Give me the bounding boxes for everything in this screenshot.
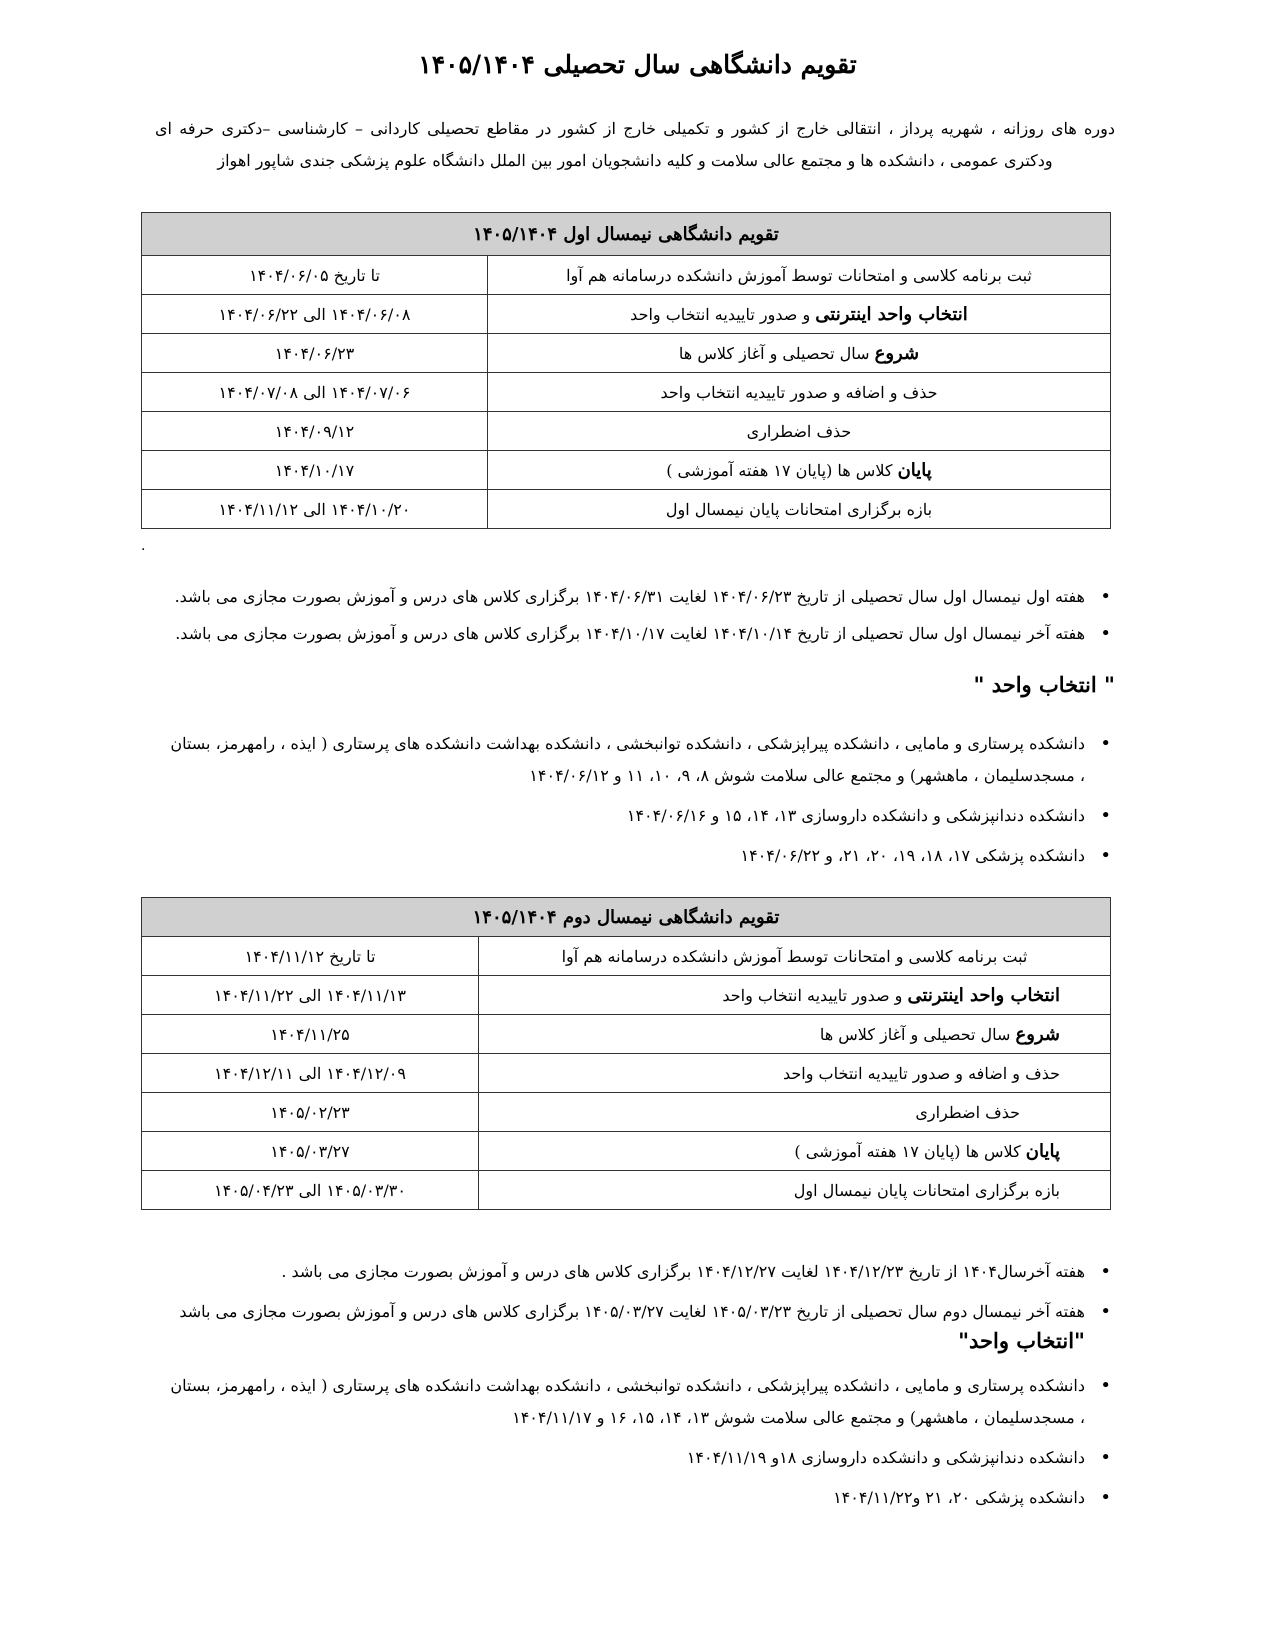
date-cell: ۱۴۰۴/۰۷/۰۶ الی ۱۴۰۴/۰۷/۰۸ bbox=[142, 373, 488, 412]
table-row bbox=[142, 1171, 1111, 1210]
semester2-table-header: تقویم دانشگاهی نیمسال دوم ۱۴۰۵/۱۴۰۴ bbox=[142, 898, 1111, 937]
list-item: • دانشکده پرستاری و مامایی ، دانشکده پیراپزشکی ، دانشکده توانبخشی ، دانشکده بهداشت دانشکده های پرستاری ( ایذه ، رامهرمز، بستان ، مسجدسلیمان ، ماهشهر) و مجتمع عالی سلامت شوش ۸، ۹، ۱۰، ۱۱ و ۱۴۰۴/۰۶/۱۲ bbox=[165, 728, 1115, 792]
activity-cell: حذف اضطراری bbox=[479, 1093, 1111, 1132]
date-cell: ۱۴۰۵/۰۲/۲۳ bbox=[142, 1093, 479, 1132]
activity-cell: پایان کلاس ها (پایان ۱۷ هفته آموزشی ) bbox=[488, 451, 1111, 490]
activity-cell: بازه برگزاری امتحانات پایان نیمسال اول bbox=[488, 490, 1111, 529]
list-item: • دانشکده دندانپزشکی و دانشکده داروسازی ۱۸و ۱۴۰۴/۱۱/۱۹ bbox=[165, 1442, 1115, 1474]
table-row bbox=[142, 295, 1111, 334]
activity-cell: حذف اضطراری bbox=[488, 412, 1111, 451]
activity-cell: ثبت برنامه کلاسی و امتحانات توسط آموزش دانشکده درسامانه هم آوا bbox=[488, 256, 1111, 295]
semester1-college-schedule bbox=[165, 728, 1115, 880]
date-cell: ۱۴۰۵/۰۳/۳۰ الی ۱۴۰۵/۰۴/۲۳ bbox=[142, 1171, 479, 1210]
date-cell: تا تاریخ ۱۴۰۴/۰۶/۰۵ bbox=[142, 256, 488, 295]
semester2-notes bbox=[135, 1252, 1115, 1332]
list-item: • دانشکده پزشکی ۱۷، ۱۸، ۱۹، ۲۰، ۲۱، و ۱۴۰۴/۰۶/۲۲ bbox=[165, 840, 1115, 872]
table-row bbox=[142, 976, 1111, 1015]
date-cell: ۱۴۰۴/۱۱/۱۳ الی ۱۴۰۴/۱۱/۲۲ bbox=[142, 976, 479, 1015]
table-row bbox=[142, 490, 1111, 529]
date-cell: ۱۴۰۴/۰۶/۰۸ الی ۱۴۰۴/۰۶/۲۲ bbox=[142, 295, 488, 334]
date-cell: ۱۴۰۴/۰۶/۲۳ bbox=[142, 334, 488, 373]
table-row bbox=[142, 256, 1111, 295]
list-item: • هفته آخر نیمسال دوم سال تحصیلی از تاریخ ۱۴۰۵/۰۳/۲۳ لغایت ۱۴۰۵/۰۳/۲۷ برگزاری کلاس های درس و آموزش بصورت مجازی می باشد bbox=[135, 1292, 1115, 1332]
list-item: • هفته اول نیمسال اول سال تحصیلی از تاریخ ۱۴۰۴/۰۶/۲۳ لغایت ۱۴۰۴/۰۶/۳۱ برگزاری کلاس های درس و آموزش بصورت مجازی می باشد. bbox=[135, 578, 1115, 615]
table-row bbox=[142, 1132, 1111, 1171]
table-row bbox=[142, 1093, 1111, 1132]
list-item: • هفته آخر نیمسال اول سال تحصیلی از تاریخ ۱۴۰۴/۱۰/۱۴ لغایت ۱۴۰۴/۱۰/۱۷ برگزاری کلاس های درس و آموزش بصورت مجازی می باشد. bbox=[135, 615, 1115, 652]
activity-cell: حذف و اضافه و صدور تاییدیه انتخاب واحد bbox=[488, 373, 1111, 412]
list-item: • دانشکده پرستاری و مامایی ، دانشکده پیراپزشکی ، دانشکده توانبخشی ، دانشکده بهداشت دانشکده های پرستاری ( ایذه ، رامهرمز، بستان ، مسجدسلیمان ، ماهشهر) و مجتمع عالی سلامت شوش ۱۳، ۱۴، ۱۵، ۱۶ و ۱۴۰۴/۱۱/۱۷ bbox=[165, 1370, 1115, 1434]
semester1-table-header: تقویم دانشگاهی نیمسال اول ۱۴۰۵/۱۴۰۴ bbox=[142, 213, 1111, 256]
activity-cell: شروع سال تحصیلی و آغاز کلاس ها bbox=[488, 334, 1111, 373]
activity-cell: انتخاب واحد اینترنتی و صدور تاییدیه انتخاب واحد bbox=[488, 295, 1111, 334]
activity-cell: انتخاب واحد اینترنتی و صدور تاییدیه انتخاب واحد bbox=[479, 976, 1111, 1015]
intro-paragraph: دوره های روزانه ، شهریه پرداز ، انتقالی خارج از کشور و تکمیلی خارج از کشور در مقاطع تحصیلی کاردانی – کارشناسی –دکتری حرفه ای ودکتری عمومی ، دانشکده ها و مجتمع عالی سلامت و کلیه دانشجویان امور بین الملل دانشگاه علوم پزشکی جندی شاپور اهواز bbox=[155, 119, 1115, 170]
date-cell: ۱۴۰۴/۱۲/۰۹ الی ۱۴۰۴/۱۲/۱۱ bbox=[142, 1054, 479, 1093]
table-row bbox=[142, 1054, 1111, 1093]
table-row bbox=[142, 334, 1111, 373]
table-row bbox=[142, 1015, 1111, 1054]
course-selection-heading: " انتخاب واحد " bbox=[973, 672, 1115, 697]
course-selection-heading-2: "انتخاب واحد" bbox=[958, 1328, 1085, 1353]
date-cell: تا تاریخ ۱۴۰۴/۱۱/۱۲ bbox=[142, 937, 479, 976]
activity-cell: پایان کلاس ها (پایان ۱۷ هفته آموزشی ) bbox=[479, 1132, 1111, 1171]
stray-dot: . bbox=[141, 538, 146, 554]
list-item: • هفته آخرسال۱۴۰۴ از تاریخ ۱۴۰۴/۱۲/۲۳ لغایت ۱۴۰۴/۱۲/۲۷ برگزاری کلاس های درس و آموزش بصورت مجازی می باشد . bbox=[135, 1252, 1115, 1292]
date-cell: ۱۴۰۴/۰۹/۱۲ bbox=[142, 412, 488, 451]
semester1-table bbox=[141, 212, 1111, 529]
table-row bbox=[142, 451, 1111, 490]
list-item: • دانشکده دندانپزشکی و دانشکده داروسازی ۱۳، ۱۴، ۱۵ و ۱۴۰۴/۰۶/۱۶ bbox=[165, 800, 1115, 832]
table-row bbox=[142, 373, 1111, 412]
date-cell: ۱۴۰۴/۱۰/۲۰ الی ۱۴۰۴/۱۱/۱۲ bbox=[142, 490, 488, 529]
page-title: تقویم دانشگاهی سال تحصیلی ۱۴۰۵/۱۴۰۴ bbox=[418, 50, 857, 79]
activity-cell: حذف و اضافه و صدور تاییدیه انتخاب واحد bbox=[479, 1054, 1111, 1093]
date-cell: ۱۴۰۴/۱۱/۲۵ bbox=[142, 1015, 479, 1054]
semester2-college-schedule bbox=[165, 1370, 1115, 1522]
date-cell: ۱۴۰۵/۰۳/۲۷ bbox=[142, 1132, 479, 1171]
activity-cell: شروع سال تحصیلی و آغاز کلاس ها bbox=[479, 1015, 1111, 1054]
semester1-notes bbox=[135, 578, 1115, 652]
semester2-table bbox=[141, 897, 1111, 1210]
table-row bbox=[142, 937, 1111, 976]
activity-cell: ثبت برنامه کلاسی و امتحانات توسط آموزش دانشکده درسامانه هم آوا bbox=[479, 937, 1111, 976]
date-cell: ۱۴۰۴/۱۰/۱۷ bbox=[142, 451, 488, 490]
activity-cell: بازه برگزاری امتحانات پایان نیمسال اول bbox=[479, 1171, 1111, 1210]
table-row bbox=[142, 412, 1111, 451]
list-item: • دانشکده پزشکی ۲۰، ۲۱ و۱۴۰۴/۱۱/۲۲ bbox=[165, 1482, 1115, 1514]
